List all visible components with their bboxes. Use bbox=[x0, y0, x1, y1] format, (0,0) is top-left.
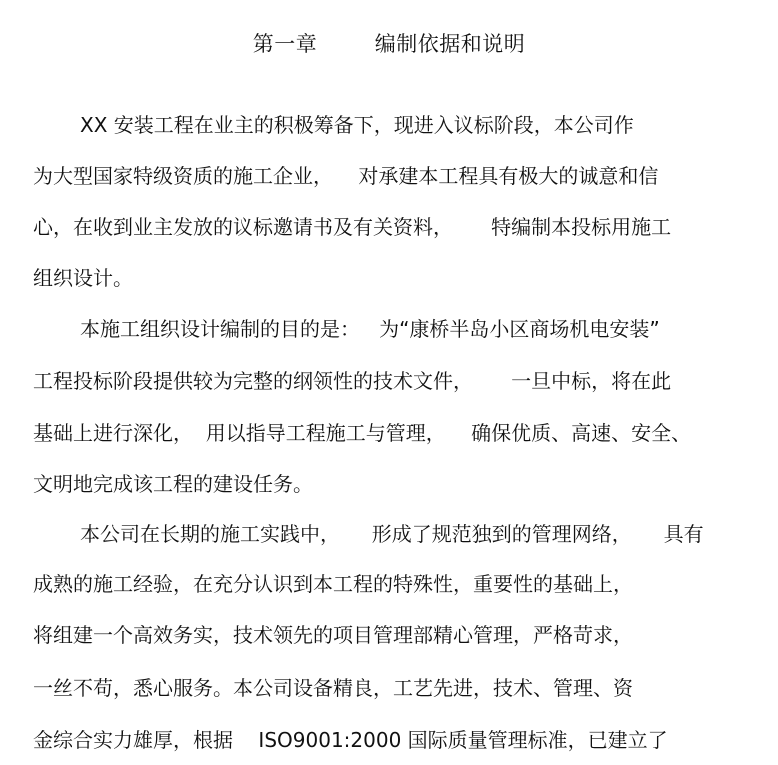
paragraph-1-line-3: 心，在收到业主发放的议标邀请书及有关资料， 特编制本投标用施工 bbox=[33, 215, 672, 239]
paragraph-3-line-4: 一丝不苟，悉心服务。本公司设备精良，工艺先进，技术、管理、资 bbox=[33, 676, 633, 700]
chapter-title: 第一章 编制依据和说明 bbox=[252, 32, 526, 56]
paragraph-3-line-1: 本公司在长期的施工实践中， 形成了规范独到的管理网络， 具有 bbox=[80, 522, 704, 546]
paragraph-1-line-2: 为大型国家特级资质的施工企业， 对承建本工程具有极大的诚意和信 bbox=[33, 164, 659, 188]
paragraph-1-line-1: XX 安装工程在业主的积极筹备下，现进入议标阶段，本公司作 bbox=[80, 113, 634, 137]
paragraph-3-line-5: 金综合实力雄厚，根据 ISO9001:2000 国际质量管理标准，已建立了 bbox=[33, 728, 668, 752]
paragraph-2-line-4: 文明地完成该工程的建设任务。 bbox=[33, 472, 313, 496]
paragraph-2-line-2: 工程投标阶段提供较为完整的纲领性的技术文件， 一旦中标，将在此 bbox=[33, 369, 672, 393]
paragraph-1-line-4: 组织设计。 bbox=[33, 266, 133, 290]
paragraph-3-line-2: 成熟的施工经验，在充分认识到本工程的特殊性，重要性的基础上， bbox=[33, 572, 633, 596]
paragraph-2-line-3: 基础上进行深化， 用以指导工程施工与管理， 确保优质、高速、安全、 bbox=[33, 421, 692, 445]
paragraph-3-line-3: 将组建一个高效务实，技术领先的项目管理部精心管理，严格苛求， bbox=[33, 623, 633, 647]
paragraph-2-line-1: 本施工组织设计编制的目的是： 为“康桥半岛小区商场机电安装” bbox=[80, 317, 660, 341]
